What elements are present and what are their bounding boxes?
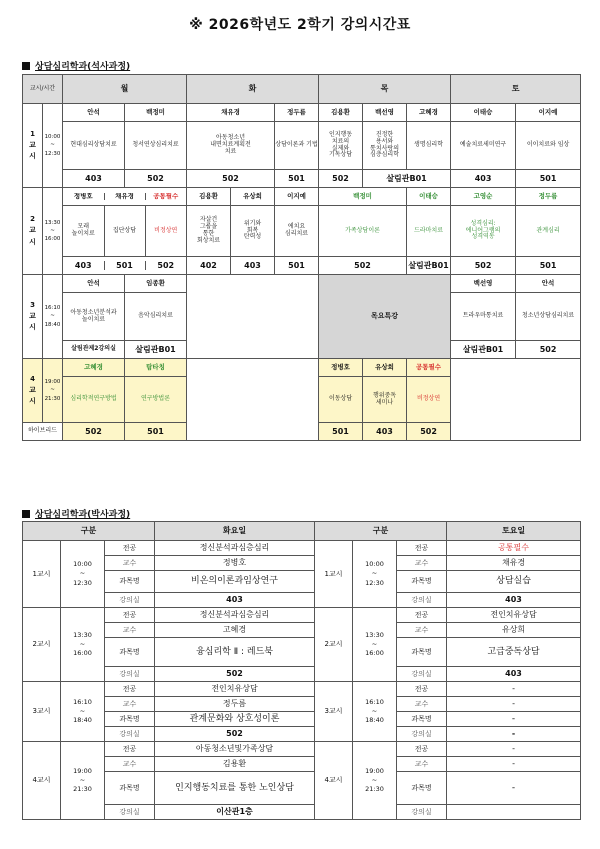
tue-room-value: 403 [155,593,315,608]
header-mon: 월 [63,75,187,104]
room: 살림관B01 [451,341,516,359]
tue-prof-value: 김용환 [155,757,315,772]
sat-course-value: 고급중독상담 [447,638,581,667]
sat-p4-empty [451,359,581,441]
course: 집단상담 [104,206,145,256]
period-label: 1 교 시 [23,104,43,188]
field-label-course: 과목명 [397,712,447,727]
header-thu: 목 [319,75,451,104]
professor: 채유경 [187,104,275,122]
period-label: 4교시 [315,742,353,820]
hybrid-label: 하이브리드 [23,423,63,441]
room: 501 [319,423,363,441]
professor: 안석 [516,275,581,293]
room: 살림관B01 [125,341,187,359]
field-label-prof: 교수 [397,623,447,638]
header-tuesday: 화요일 [155,522,315,541]
course: 인지행동 치료의 실제와 기독상담 [319,122,363,170]
period-time: 16:10 ~ 18:40 [61,682,105,742]
room: 403 [451,170,516,188]
field-label-room: 강의실 [397,805,447,820]
sat-prof-value: 채유경 [447,556,581,571]
field-label-major: 전공 [105,541,155,556]
professor: 정두름 [275,104,319,122]
room: 501 [125,423,187,441]
period-label: 1교시 [23,541,61,608]
professor: 공통필수 [407,359,451,377]
field-label-room: 강의실 [397,667,447,682]
field-label-major: 전공 [105,742,155,757]
professor: 탐타칭 [125,359,187,377]
professor: 유상희 [231,188,275,206]
professor: 김용환 [319,104,363,122]
course: 행위중독 세미나 [363,377,407,423]
period-time: 13:30 ~ 16:00 [61,608,105,682]
professor: 김용환 [187,188,231,206]
room: 403 [231,257,275,275]
course: 가족상담이론 [319,206,407,257]
course: 모래 놀이치료 [63,206,104,256]
sat-room-value: 403 [447,593,581,608]
course: 상담이론과 기법 [275,122,319,170]
sat-major-value: 공통필수 [447,541,581,556]
field-label-major: 전공 [397,608,447,623]
tue-p3-empty [187,275,319,359]
tue-prof-value: 정병호 [155,556,315,571]
course: 음악심리치료 [125,293,187,341]
header-saturday: 토요일 [447,522,581,541]
tue-major-value: 전인치유상담 [155,682,315,697]
room: 502 [407,423,451,441]
header-sat: 토 [451,75,581,104]
course: 진정한 용서와 통치사랑의 심층심리학 [363,122,407,170]
professor: 정두름 [516,188,581,206]
room: 살림관제2강의실 [63,341,125,359]
field-label-prof: 교수 [397,556,447,571]
room: 502 [319,257,407,275]
course: 에치요 심리치료 [275,206,319,257]
room: 502 [125,170,187,188]
header-gubun: 구분 [315,522,447,541]
thursday-special-lecture: 목요특강 [319,275,451,359]
professor: 공통필수 [153,192,179,200]
tue-course-value: 인지행동치료를 통한 노인상담 [155,772,315,805]
professor: 백선영 [451,275,516,293]
period-time: 10:00 ~ 12:30 [43,104,63,188]
field-label-course: 과목명 [105,571,155,593]
professor: 이태승 [451,104,516,122]
field-label-room: 강의실 [397,593,447,608]
professor: 안석 [63,104,125,122]
course: 아동청소년 내면치료계획전 치료 [187,122,275,170]
tue-course-value: 비온의이론과임상연구 [155,571,315,593]
professor: 이지예 [275,188,319,206]
tue-room-value: 이산관1층 [155,805,315,820]
tue-room-value: 502 [155,727,315,742]
field-label-course: 과목명 [397,571,447,593]
sat-prof-value: - [447,697,581,712]
room: 501 [104,261,145,270]
period-time: 10:00 ~ 12:30 [353,541,397,608]
room: 502 [451,257,516,275]
professor: 정병호 [319,359,363,377]
course: 자살건 그룹을 통한 회상치료 [187,206,231,257]
course: 예술치료세미연구 [451,122,516,170]
room: 403 [63,261,104,270]
field-label-course: 과목명 [105,638,155,667]
room: 502 [157,260,175,270]
room: 403 [63,170,125,188]
field-label-prof: 교수 [105,697,155,712]
course: 관계심리 [516,206,581,257]
room: 501 [275,257,319,275]
sat-room-value [447,805,581,820]
course: 이이치료와 임상 [516,122,581,170]
course: 비정상연 [407,377,451,423]
field-label-room: 강의실 [105,805,155,820]
mon-p2-group [63,188,187,206]
room: 살림관B01 [407,257,451,275]
sat-room-value: - [447,727,581,742]
header-gubun: 구분 [23,522,155,541]
course: 드라마치료 [407,206,451,257]
period-label: 4교시 [23,742,61,820]
sat-prof-value: 유상희 [447,623,581,638]
room: 502 [63,423,125,441]
course: 성격심리: 에니어그램의 성격역동 [451,206,516,257]
course: 트라우마통치료 [451,293,516,341]
period-time: 10:00 ~ 12:30 [61,541,105,608]
sat-course-value: - [447,772,581,805]
course: 아동청소년분석과 놀이치료 [63,293,125,341]
period-label: 2교시 [23,608,61,682]
tue-room-value: 502 [155,667,315,682]
period-time: 13:30 ~ 16:00 [353,608,397,682]
professor: 백정미 [319,188,407,206]
tue-prof-value: 정두름 [155,697,315,712]
tue-course-value: 융심리학 Ⅱ : 레드북 [155,638,315,667]
period-label: 2교시 [315,608,353,682]
professor: 백선영 [363,104,407,122]
field-label-course: 과목명 [397,638,447,667]
field-label-prof: 교수 [397,757,447,772]
header-tue: 화 [187,75,319,104]
room: 501 [275,170,319,188]
doctoral-schedule-table [22,521,581,820]
page-title: ※ 2026학년도 2학기 강의시간표 [189,17,411,33]
section-title-masters: 상담심리학과(석사과정) [22,59,130,72]
course: 심리학적연구방법 [63,377,125,423]
room: 502 [187,170,275,188]
period-label: 3교시 [315,682,353,742]
sat-major-value: - [447,742,581,757]
period-time: 13:30 ~ 16:00 [43,188,63,275]
period-label: 4 교 시 [23,359,43,423]
period-label: 1교시 [315,541,353,608]
field-label-major: 전공 [397,682,447,697]
field-label-major: 전공 [105,682,155,697]
course: 비정상연 [154,226,178,234]
period-time: 16:10 ~ 18:40 [43,275,63,359]
period-time: 19:00 ~ 21:30 [61,742,105,820]
sat-course-value: 상담실습 [447,571,581,593]
section-title-doctoral: 상담심리학과(박사과정) [22,507,130,520]
professor: 이태승 [407,188,451,206]
tue-p4-empty [187,359,319,441]
mon-p2-rooms [63,257,187,275]
field-label-prof: 교수 [105,623,155,638]
square-bullet-icon [22,510,30,518]
field-label-course: 과목명 [397,772,447,805]
room: 403 [363,423,407,441]
field-label-room: 강의실 [397,727,447,742]
course: 생명심리학 [407,122,451,170]
field-label-room: 강의실 [105,667,155,682]
professor: 안석 [63,275,125,293]
mon-p2-courses [63,206,187,257]
field-label-major: 전공 [105,608,155,623]
sat-major-value: 전인치유상담 [447,608,581,623]
field-label-major: 전공 [397,541,447,556]
field-label-course: 과목명 [105,712,155,727]
course: 청서연상심리치료 [125,122,187,170]
field-label-room: 강의실 [105,593,155,608]
sat-room-value: 403 [447,667,581,682]
course: 연구방법론 [125,377,187,423]
room: 502 [516,341,581,359]
period-label: 3교시 [23,682,61,742]
professor: 고혜경 [407,104,451,122]
professor: 임종환 [125,275,187,293]
tue-prof-value: 고혜경 [155,623,315,638]
professor: 정병호 [63,193,104,200]
period-label: 3 교 시 [23,275,43,359]
professor: 채유경 [104,193,145,200]
course: 위기와 회복 탄력성 [231,206,275,257]
course: 청소년상담심리치료 [516,293,581,341]
professor: 백정미 [125,104,187,122]
field-label-prof: 교수 [397,697,447,712]
period-time: 19:00 ~ 21:30 [43,359,63,423]
sat-prof-value: - [447,757,581,772]
course: 이동상담 [319,377,363,423]
tue-major-value: 아동청소년및가족상담 [155,742,315,757]
period-time: 19:00 ~ 21:30 [353,742,397,820]
room: 살림관B01 [363,170,451,188]
square-bullet-icon [22,62,30,70]
course: 현대심리상담치료 [63,122,125,170]
masters-schedule-table [22,74,581,441]
field-label-room: 강의실 [105,727,155,742]
room: 402 [187,257,231,275]
tue-major-value: 정신분석과심층심리 [155,541,315,556]
sat-course-value: - [447,712,581,727]
field-label-major: 전공 [397,742,447,757]
field-label-prof: 교수 [105,556,155,571]
tue-major-value: 정신분석과심층심리 [155,608,315,623]
room: 501 [516,257,581,275]
professor: 고혜경 [63,359,125,377]
period-time: 16:10 ~ 18:40 [353,682,397,742]
field-label-course: 과목명 [105,772,155,805]
period-label: 2 교 시 [23,188,43,275]
professor: 유상희 [363,359,407,377]
header-corner: 교시/시간 [23,75,63,104]
sat-major-value: - [447,682,581,697]
professor: 이지예 [516,104,581,122]
professor: 고영순 [451,188,516,206]
room: 501 [516,170,581,188]
field-label-prof: 교수 [105,757,155,772]
tue-course-value: 관계문화와 상호성이론 [155,712,315,727]
room: 502 [319,170,363,188]
